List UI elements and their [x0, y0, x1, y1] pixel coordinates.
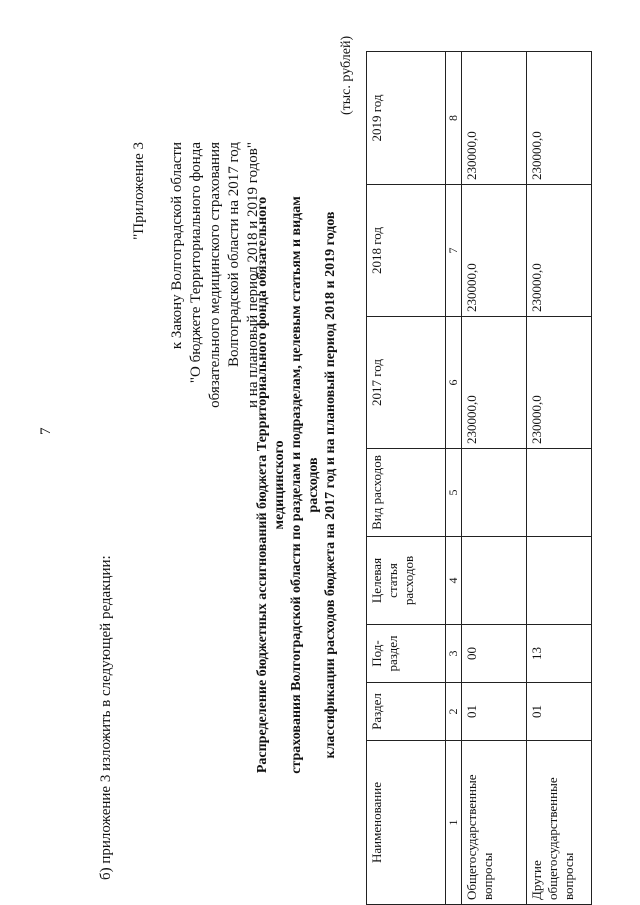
header-cell: Наименование — [367, 741, 446, 905]
header-cell: Целевая статья расходов — [367, 537, 446, 625]
row-name: Другие общегосударственные вопросы — [527, 741, 592, 905]
document-heading — [254, 175, 339, 795]
header-cell: 2019 год — [367, 52, 446, 185]
table-row — [527, 52, 592, 905]
heading-line: Распределение бюджетных ассигнований бюджета Территориального фонда обязательного медицинского — [255, 196, 287, 774]
unit-label: (тыс. рублей) — [339, 35, 354, 115]
intro-line: б) приложение 3 изложить в следующей редакции: — [98, 555, 114, 880]
row-subsection: 00 — [462, 625, 527, 683]
row-subsection: 13 — [527, 625, 592, 683]
appendix-line: и на плановый период 2018 и 2019 годов" — [245, 142, 261, 408]
row-target — [527, 537, 592, 625]
table-header-row — [367, 52, 446, 905]
appendix-line: к Закону Волгоградской области — [169, 142, 185, 350]
row-expense-type — [527, 449, 592, 537]
column-number: 2 — [446, 683, 462, 741]
table-row — [462, 52, 527, 905]
header-cell: 2017 год — [367, 317, 446, 449]
appendix-line: "О бюджете Территориального фонда — [188, 142, 204, 384]
column-number: 5 — [446, 449, 462, 537]
header-cell: Вид расходов — [367, 449, 446, 537]
column-number: 3 — [446, 625, 462, 683]
column-number: 7 — [446, 185, 462, 317]
page-number: 7 — [38, 427, 54, 435]
column-number: 4 — [446, 537, 462, 625]
column-number: 8 — [446, 52, 462, 185]
appendix-title: "Приложение 3 — [131, 142, 147, 240]
heading-line: страхования Волгоградской области по разделам и подразделам, целевым статьям и видам расходов — [289, 196, 321, 774]
row-value-2019: 230000,0 — [462, 52, 527, 185]
header-cell: 2018 год — [367, 185, 446, 317]
column-number: 1 — [446, 741, 462, 905]
row-value-2017: 230000,0 — [527, 317, 592, 449]
column-number: 6 — [446, 317, 462, 449]
budget-table — [366, 51, 592, 905]
row-value-2019: 230000,0 — [527, 52, 592, 185]
row-section: 01 — [462, 683, 527, 741]
appendix-reference — [130, 142, 263, 408]
row-value-2018: 230000,0 — [462, 185, 527, 317]
header-cell: Под-раздел — [367, 625, 446, 683]
column-number-row — [446, 52, 462, 905]
row-section: 01 — [527, 683, 592, 741]
appendix-line: обязательного медицинского страхования — [207, 142, 223, 408]
row-value-2018: 230000,0 — [527, 185, 592, 317]
row-name: Общегосударственные вопросы — [462, 741, 527, 905]
row-target — [462, 537, 527, 625]
heading-line: классификации расходов бюджета на 2017 год и на плановый период 2018 и 2019 годов — [323, 211, 338, 759]
row-expense-type — [462, 449, 527, 537]
row-value-2017: 230000,0 — [462, 317, 527, 449]
appendix-line: Волгоградской области на 2017 год — [226, 142, 242, 368]
header-cell: Раздел — [367, 683, 446, 741]
